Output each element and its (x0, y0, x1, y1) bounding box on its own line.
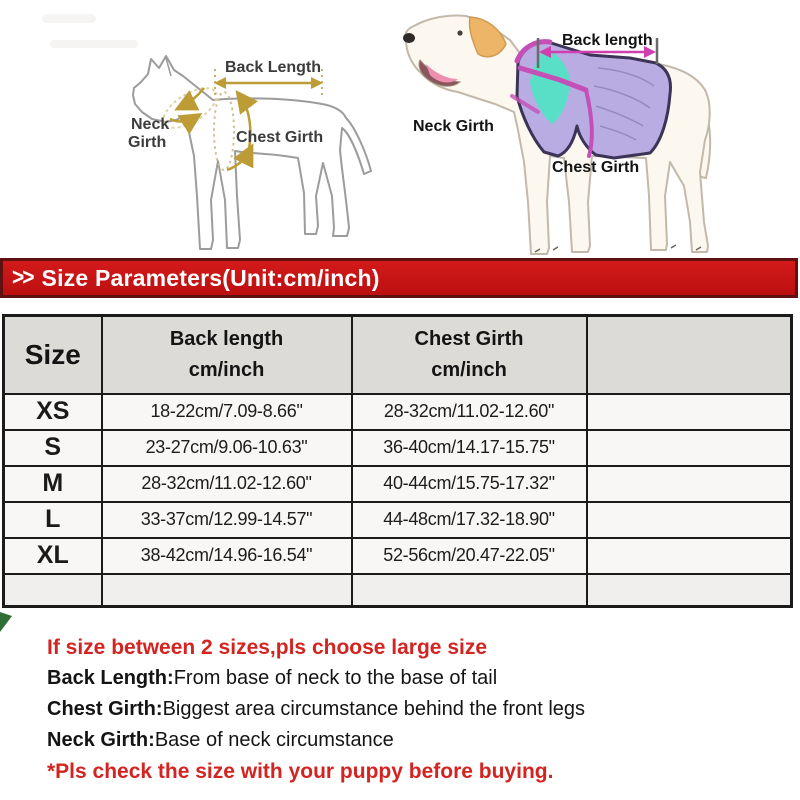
note-text: Base of neck circumstance (154, 729, 394, 751)
note-chest-girth (47, 694, 777, 725)
table-row-xl (4, 538, 792, 574)
note-label: Back Length: (47, 667, 174, 689)
table-row-l (4, 502, 792, 538)
back-length-cell: 18-22cm/7.09-8.66" (102, 394, 352, 430)
left-dog-measurement-diagram (0, 0, 400, 260)
extra-cell (587, 466, 792, 502)
size-cell: XS (4, 394, 102, 430)
paw-toe-marks (535, 245, 701, 252)
back-length-cell: 38-42cm/14.96-16.54" (102, 538, 352, 574)
note-label: Neck Girth: (47, 729, 155, 751)
extra-cell (587, 538, 792, 574)
back-length-cell: 33-37cm/12.99-14.57" (102, 502, 352, 538)
header-size: Size (4, 316, 102, 394)
extra-cell (587, 430, 792, 466)
note-neck-girth (47, 725, 777, 756)
dog-nose (403, 33, 415, 43)
size-parameters-table (2, 314, 793, 608)
extra-cell (587, 502, 792, 538)
extra-cell (587, 394, 792, 430)
note-label: Chest Girth: (47, 698, 163, 720)
header-extra (587, 316, 792, 394)
note-choose-large-size: If size between 2 sizes,pls choose large size (47, 636, 488, 659)
header-back-length: Back length cm/inch (102, 316, 352, 394)
chest-girth-cell: 36-40cm/14.17-15.75" (352, 430, 587, 466)
dog-eye (457, 30, 462, 35)
chest-girth-cell: 52-56cm/20.47-22.05" (352, 538, 587, 574)
chest-girth-cell (352, 574, 587, 607)
extra-cell (587, 574, 792, 607)
note-check-size: *Pls check the size with your puppy before buying. (47, 760, 554, 783)
back-length-cell: 23-27cm/9.06-10.63" (102, 430, 352, 466)
header-chest-girth: Chest Girth cm/inch (352, 316, 587, 394)
size-cell: M (4, 466, 102, 502)
back-length-cell: 28-32cm/11.02-12.60" (102, 466, 352, 502)
back-length-label: Back length (562, 32, 653, 49)
neck-girth-label: Neck Girth (413, 118, 494, 135)
note-back-length (47, 663, 777, 694)
banner-title: Size Parameters(Unit:cm/inch) (41, 264, 380, 291)
table-row-s (4, 430, 792, 466)
note-text: Biggest area circumstance behind the front legs (162, 698, 586, 720)
chest-girth-cell: 40-44cm/15.75-17.32" (352, 466, 587, 502)
table-row-empty (4, 574, 792, 607)
neck-girth-label-line1: Neck (131, 116, 170, 133)
note-text: From base of neck to the base of tail (173, 667, 498, 689)
right-dog-vest-diagram (400, 0, 800, 260)
dog-outline (133, 56, 371, 249)
table-header-row (4, 316, 792, 394)
size-cell: L (4, 502, 102, 538)
table-row-xs (4, 394, 792, 430)
sizing-notes (47, 632, 777, 787)
chest-girth-label: Chest Girth (552, 159, 640, 176)
table-row-m (4, 466, 792, 502)
chest-girth-cell: 44-48cm/17.32-18.90" (352, 502, 587, 538)
neck-girth-label-line2: Girth (128, 134, 167, 151)
green-corner-artifact (0, 608, 14, 634)
back-length-label: Back Length (225, 59, 322, 76)
size-cell (4, 574, 102, 607)
back-length-cell (102, 574, 352, 607)
size-cell: XL (4, 538, 102, 574)
chest-girth-label: Chest Girth (236, 129, 324, 146)
size-cell: S (4, 430, 102, 466)
double-chevron-icon: >> (12, 264, 33, 291)
size-parameters-banner (0, 258, 798, 298)
chest-girth-cell: 28-32cm/11.02-12.60" (352, 394, 587, 430)
